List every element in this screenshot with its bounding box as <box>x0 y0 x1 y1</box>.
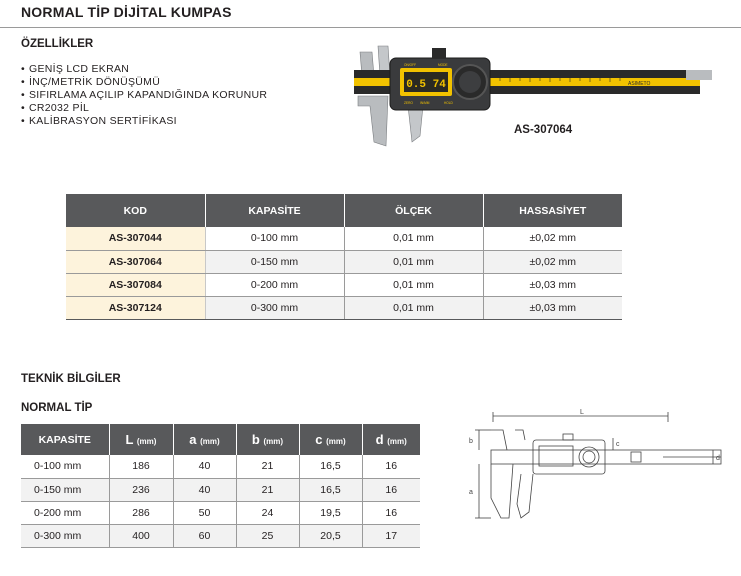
column-header: KOD <box>66 194 205 227</box>
inmm-button-label: IN/MM <box>420 101 430 105</box>
column-header: L (mm) <box>109 424 173 455</box>
table-cell: 0-200 mm <box>205 273 344 296</box>
model-code-cell: AS-307044 <box>66 227 205 250</box>
table-cell: 19,5 <box>299 501 362 524</box>
features-heading: ÖZELLİKLER <box>21 38 94 50</box>
column-header: b (mm) <box>236 424 299 455</box>
table-header-row <box>66 194 622 227</box>
table-cell: 0-300 mm <box>205 296 344 319</box>
table-cell: 16 <box>362 455 420 478</box>
table-row <box>66 227 622 250</box>
table-cell: 400 <box>109 524 173 547</box>
technical-table <box>21 424 420 548</box>
table-row <box>66 250 622 273</box>
hold-button-label: HOLD <box>444 101 453 105</box>
table-cell: 16,5 <box>299 478 362 501</box>
table-cell: 0-200 mm <box>21 501 109 524</box>
table-cell: 0-300 mm <box>21 524 109 547</box>
table-cell: 0,01 mm <box>344 296 483 319</box>
model-code-cell: AS-307064 <box>66 250 205 273</box>
features-list <box>21 63 267 128</box>
table-cell: ±0,03 mm <box>483 296 622 319</box>
technical-subheading: NORMAL TİP <box>21 402 93 414</box>
model-code: AS-307064 <box>514 124 573 136</box>
table-cell: 0,01 mm <box>344 227 483 250</box>
table-cell: 60 <box>173 524 236 547</box>
table-header-row <box>21 424 420 455</box>
column-header: a (mm) <box>173 424 236 455</box>
dimension-label-d: d <box>716 455 720 462</box>
feature-item: • CR2032 PİL <box>21 102 267 115</box>
column-header: KAPASİTE <box>21 424 109 455</box>
title-divider <box>0 27 741 28</box>
feature-item: • İNÇ/METRİK DÖNÜŞÜMÜ <box>21 76 267 89</box>
models-table <box>66 194 622 320</box>
table-cell: 40 <box>173 455 236 478</box>
dimension-label-b: b <box>469 438 473 445</box>
dimension-label-c: c <box>616 441 620 448</box>
technical-heading: TEKNİK BİLGİLER <box>21 373 121 385</box>
dimension-label-L: L <box>580 409 584 416</box>
table-cell: ±0,03 mm <box>483 273 622 296</box>
table-cell: 286 <box>109 501 173 524</box>
table-cell: ±0,02 mm <box>483 227 622 250</box>
table-cell: 21 <box>236 455 299 478</box>
dimension-label-a: a <box>469 489 473 496</box>
brand-label: ASIMETO <box>628 81 651 87</box>
table-row <box>21 455 420 478</box>
model-code-cell: AS-307084 <box>66 273 205 296</box>
table-row <box>21 478 420 501</box>
zero-button-label: ZERO <box>404 101 413 105</box>
mode-button-label: MODE <box>438 63 448 67</box>
table-cell: ±0,02 mm <box>483 250 622 273</box>
column-header: d (mm) <box>362 424 420 455</box>
table-cell: 16 <box>362 501 420 524</box>
table-cell: 40 <box>173 478 236 501</box>
column-header: ÖLÇEK <box>344 194 483 227</box>
table-cell: 236 <box>109 478 173 501</box>
table-cell: 25 <box>236 524 299 547</box>
table-row <box>21 524 420 547</box>
table-cell: 17 <box>362 524 420 547</box>
table-cell: 0-100 mm <box>205 227 344 250</box>
lcd-readout: 0.5 74 <box>406 79 446 91</box>
feature-item: • GENİŞ LCD EKRAN <box>21 63 267 76</box>
column-header: KAPASİTE <box>205 194 344 227</box>
table-cell: 21 <box>236 478 299 501</box>
table-row <box>66 296 622 319</box>
onoff-button-label: ON/OFF <box>404 63 417 67</box>
table-cell: 0-100 mm <box>21 455 109 478</box>
table-row <box>66 273 622 296</box>
table-cell: 0,01 mm <box>344 250 483 273</box>
table-row <box>21 501 420 524</box>
table-cell: 16 <box>362 478 420 501</box>
model-code-cell: AS-307124 <box>66 296 205 319</box>
table-cell: 16,5 <box>299 455 362 478</box>
caliper-drawing <box>463 408 725 526</box>
table-cell: 24 <box>236 501 299 524</box>
page-title: NORMAL TİP DİJİTAL KUMPAS <box>21 4 232 20</box>
table-cell: 0-150 mm <box>21 478 109 501</box>
table-cell: 50 <box>173 501 236 524</box>
table-cell: 0,01 mm <box>344 273 483 296</box>
column-header: HASSASİYET <box>483 194 622 227</box>
feature-item: • SIFIRLAMA AÇILIP KAPANDIĞINDA KORUNUR <box>21 89 267 102</box>
table-cell: 0-150 mm <box>205 250 344 273</box>
feature-item: • KALİBRASYON SERTİFİKASI <box>21 115 267 128</box>
table-cell: 20,5 <box>299 524 362 547</box>
column-header: c (mm) <box>299 424 362 455</box>
table-cell: 186 <box>109 455 173 478</box>
